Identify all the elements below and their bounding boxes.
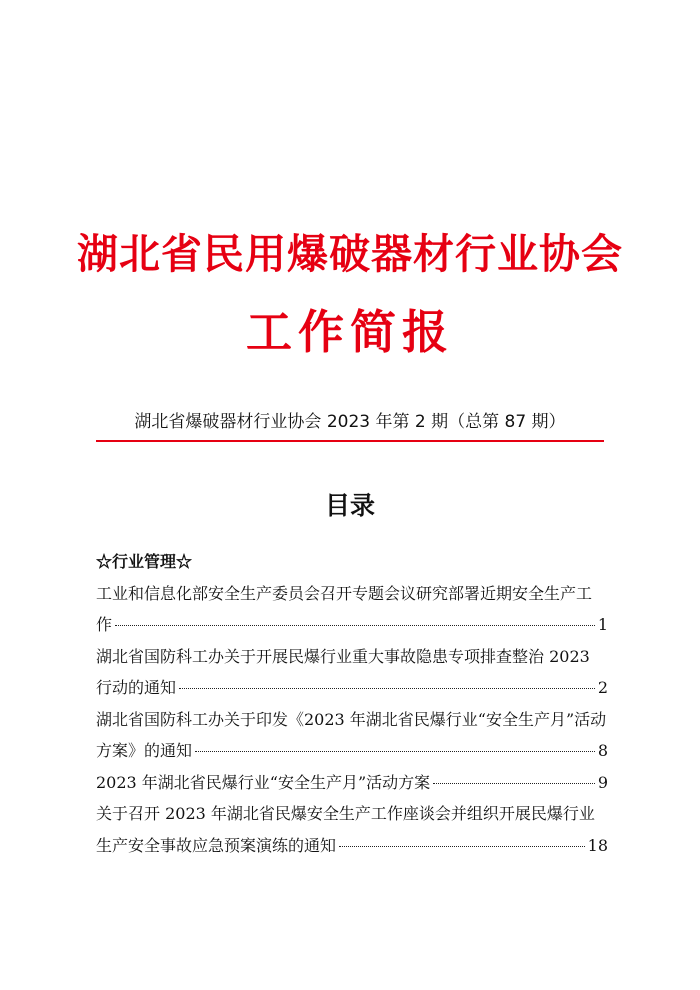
toc-entry-title: 湖北省国防科工办关于开展民爆行业重大事故隐患专项排查整治 2023 (96, 646, 590, 666)
org-title: 湖北省民用爆破器材行业协会 (77, 230, 623, 278)
toc-section-label: ☆行业管理☆ (96, 552, 193, 571)
toc-entry[interactable] (96, 704, 608, 767)
dot-leader (339, 846, 585, 847)
toc-entry-title-cont: 生产安全事故应急预案演练的通知 (96, 835, 337, 855)
toc-entry-title-cont: 方案》的通知 (96, 741, 193, 760)
toc-entry[interactable] (96, 641, 608, 704)
toc-entry[interactable] (96, 578, 608, 641)
dot-leader (179, 688, 595, 689)
red-divider (96, 440, 604, 442)
toc-page-number: 8 (597, 741, 608, 760)
toc-entry[interactable] (96, 798, 608, 861)
toc-entry-title-cont: 作 (96, 615, 113, 634)
table-of-contents (96, 546, 608, 861)
toc-entry-title: 2023 年湖北省民爆行业“安全生产月”活动方案 (96, 772, 431, 792)
toc-page-number: 18 (587, 835, 608, 855)
toc-page-number: 1 (597, 615, 608, 634)
toc-entry-title: 湖北省国防科工办关于印发《2023 年湖北省民爆行业“安全生产月”活动 (96, 709, 607, 729)
toc-entry-title-cont: 行动的通知 (96, 678, 177, 697)
toc-page-number: 9 (597, 772, 608, 792)
dot-leader (115, 625, 595, 626)
toc-heading: 目录 (324, 491, 375, 520)
toc-entry-title: 工业和信息化部安全生产委员会召开专题会议研究部署近期安全生产工 (96, 583, 593, 603)
issue-number: 湖北省爆破器材行业协会 2023 年第 2 期（总第 87 期） (134, 412, 566, 432)
dot-leader (433, 783, 595, 784)
dot-leader (195, 751, 595, 752)
toc-entry[interactable] (96, 767, 608, 799)
toc-page-number: 2 (597, 678, 608, 697)
toc-entry-title: 关于召开 2023 年湖北省民爆安全生产工作座谈会并组织开展民爆行业 (96, 804, 595, 823)
publication-title: 工作简报 (246, 305, 454, 359)
